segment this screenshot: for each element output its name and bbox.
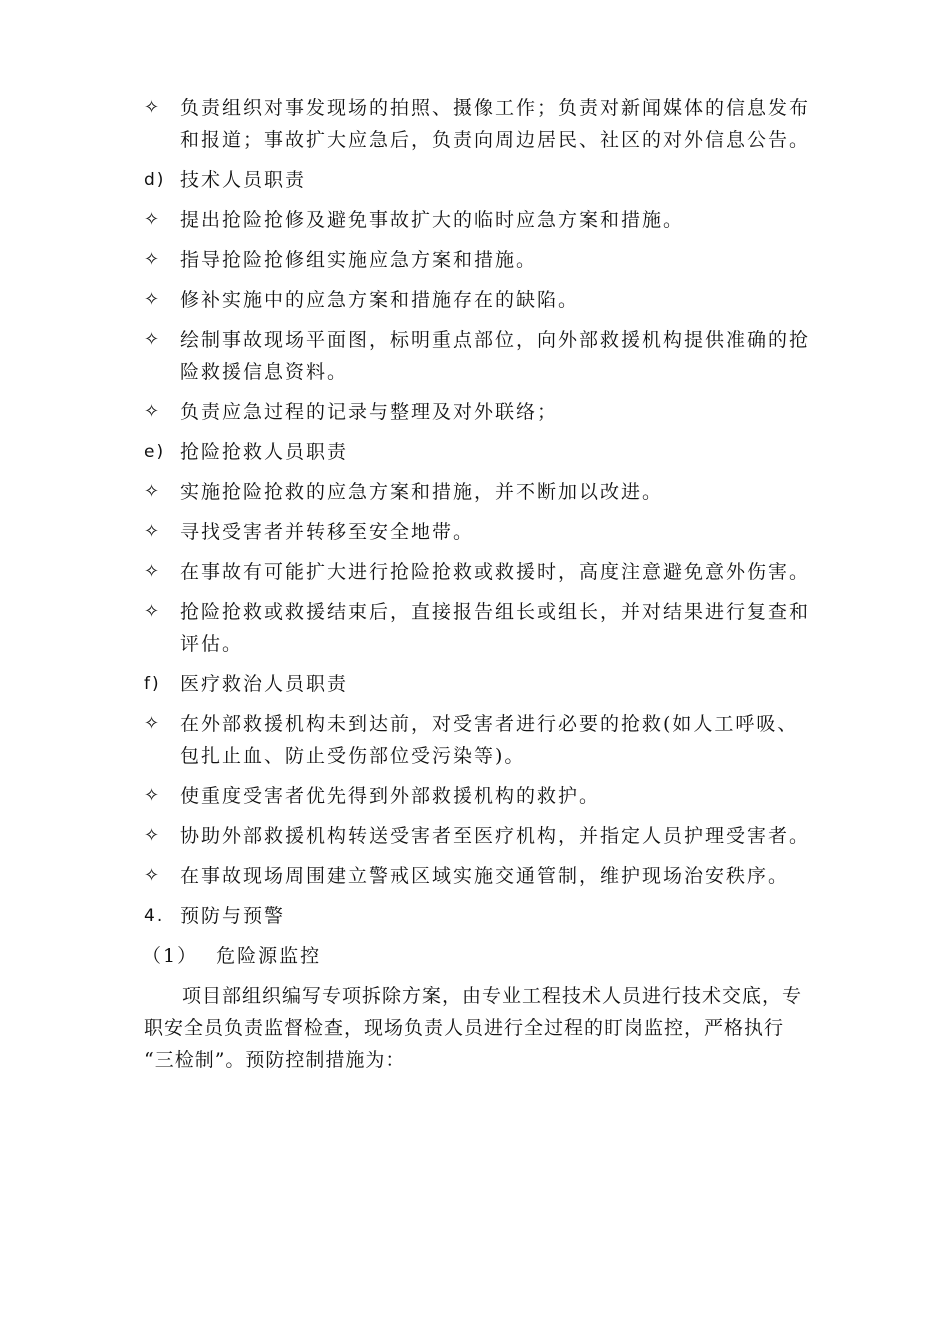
section-heading (144, 900, 814, 932)
diamond-bullet-icon: ✧ (144, 401, 162, 422)
bullet-text: 寻找受害者并转移至安全地带。 (180, 521, 475, 543)
bullet-item (144, 516, 814, 548)
diamond-bullet-icon: ✧ (144, 521, 162, 542)
diamond-bullet-icon: ✧ (144, 481, 162, 502)
heading-number: 4. (144, 906, 165, 926)
bullet-text: 绘制事故现场平面图，标明重点部位，向外部救援机构提供准确的抢险救援信息资料。 (180, 329, 811, 383)
bullet-text: 在外部救援机构未到达前，对受害者进行必要的抢救(如人工呼吸、包扎止血、防止受伤部位受污染等)。 (180, 713, 799, 767)
subsection-title: 危险源监控 (216, 945, 322, 967)
bullet-text: 在事故有可能扩大进行抢险抢救或救援时，高度注意避免意外伤害。 (180, 561, 811, 583)
bullet-item (144, 780, 814, 812)
bullet-item (144, 92, 814, 156)
heading-number: d) (144, 170, 166, 190)
bullet-item (144, 204, 814, 236)
diamond-bullet-icon: ✧ (144, 713, 162, 734)
bullet-item (144, 708, 814, 772)
diamond-bullet-icon: ✧ (144, 97, 162, 118)
bullet-text: 修补实施中的应急方案和措施存在的缺陷。 (180, 289, 580, 311)
subsection-heading (142, 940, 814, 972)
bullet-text: 协助外部救援机构转送受害者至医疗机构，并指定人员护理受害者。 (180, 825, 811, 847)
diamond-bullet-icon: ✧ (144, 785, 162, 806)
heading-text: 预防与预警 (180, 905, 286, 927)
bullet-item (144, 556, 814, 588)
diamond-bullet-icon: ✧ (144, 249, 162, 270)
bullet-text: 抢险抢救或救援结束后，直接报告组长或组长，并对结果进行复查和评估。 (180, 601, 811, 655)
bullet-item (144, 476, 814, 508)
diamond-bullet-icon: ✧ (144, 865, 162, 886)
heading-number: e) (144, 442, 166, 462)
diamond-bullet-icon: ✧ (144, 209, 162, 230)
section-heading (144, 668, 814, 700)
bullet-item (144, 284, 814, 316)
bullet-item (144, 324, 814, 388)
bullet-item (144, 244, 814, 276)
section-heading (144, 164, 814, 196)
diamond-bullet-icon: ✧ (144, 329, 162, 350)
heading-text: 医疗救治人员职责 (180, 673, 349, 695)
bullet-item (144, 596, 814, 660)
bullet-text: 指导抢险抢修组实施应急方案和措施。 (180, 249, 538, 271)
bullet-text: 负责组织对事发现场的拍照、摄像工作；负责对新闻媒体的信息发布和报道；事故扩大应急后，负责向周边居民、社区的对外信息公告。 (180, 97, 811, 151)
document-content (144, 92, 814, 1095)
bullet-item (144, 396, 814, 428)
bullet-item (144, 820, 814, 852)
bullet-text: 负责应急过程的记录与整理及对外联络； (180, 401, 559, 423)
heading-text: 技术人员职责 (180, 169, 307, 191)
diamond-bullet-icon: ✧ (144, 825, 162, 846)
heading-number: f) (144, 674, 161, 694)
subsection-number: （1） (142, 945, 199, 967)
bullet-text: 在事故现场周围建立警戒区域实施交通管制，维护现场治安秩序。 (180, 865, 790, 887)
bullet-text: 使重度受害者优先得到外部救援机构的救护。 (180, 785, 601, 807)
body-paragraph: 项目部组织编写专项拆除方案，由专业工程技术人员进行技术交底，专职安全员负责监督检查，现场负责人员进行全过程的盯岗监控，严格执行 “三检制”。预防控制措施为： (144, 985, 803, 1071)
section-heading (144, 436, 814, 468)
bullet-item (144, 860, 814, 892)
diamond-bullet-icon: ✧ (144, 601, 162, 622)
bullet-text: 提出抢险抢修及避免事故扩大的临时应急方案和措施。 (180, 209, 685, 231)
diamond-bullet-icon: ✧ (144, 561, 162, 582)
diamond-bullet-icon: ✧ (144, 289, 162, 310)
bullet-text: 实施抢险抢救的应急方案和措施，并不断加以改进。 (180, 481, 664, 503)
heading-text: 抢险抢救人员职责 (180, 441, 349, 463)
